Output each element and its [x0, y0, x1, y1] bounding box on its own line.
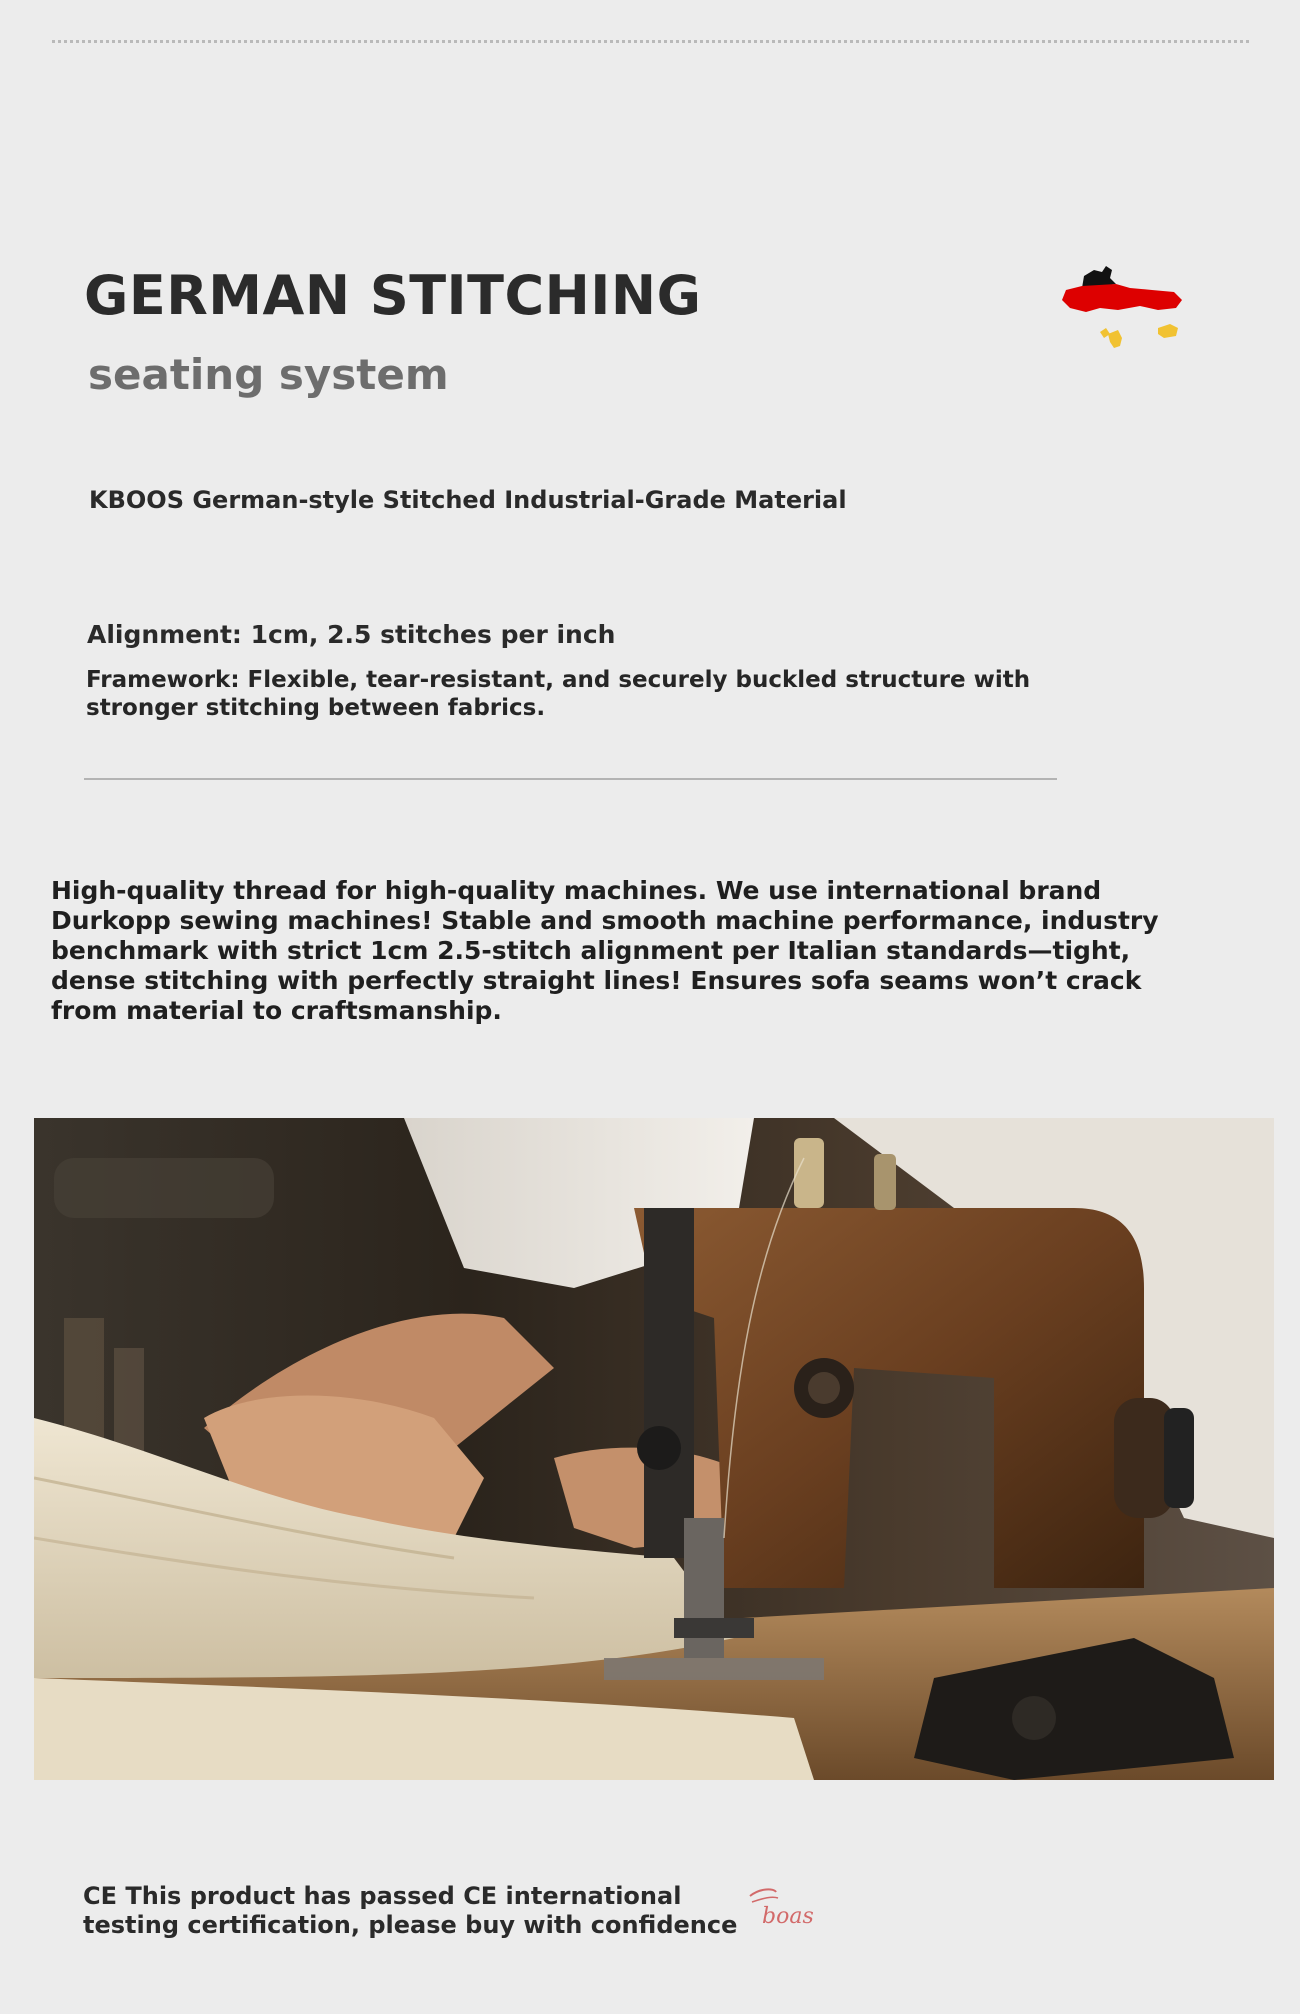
certification-text: CE This product has passed CE international testing certification, please buy with confidence: [83, 1882, 738, 1939]
signature-text: boas: [762, 1904, 814, 1929]
top-dotted-divider: [52, 40, 1249, 43]
intro-line: KBOOS German-style Stitched Industrial-Grade Material: [89, 486, 847, 514]
sewing-machine-photo: [34, 1118, 1274, 1780]
section-divider: [84, 778, 1057, 780]
body-paragraph: High-quality thread for high-quality machines. We use international brand Durkopp sewing machines! Stable and smooth machine performance, industry benchmark with strict 1cm 2.5-stitch alignment per Italian standards—tight, dense stitching with perfectly straight lines! Ensures sofa seams won’t crack from material to craftsmanship.: [51, 876, 1159, 1025]
page-subtitle: seating system: [88, 350, 449, 399]
spec-framework: Framework: Flexible, tear-resistant, and securely buckled structure with stronger stitching between fabrics.: [86, 667, 1031, 721]
spec-alignment: Alignment: 1cm, 2.5 stitches per inch: [87, 620, 616, 649]
page-title: GERMAN STITCHING: [84, 264, 702, 327]
germany-flag-map-icon: [1060, 262, 1190, 362]
